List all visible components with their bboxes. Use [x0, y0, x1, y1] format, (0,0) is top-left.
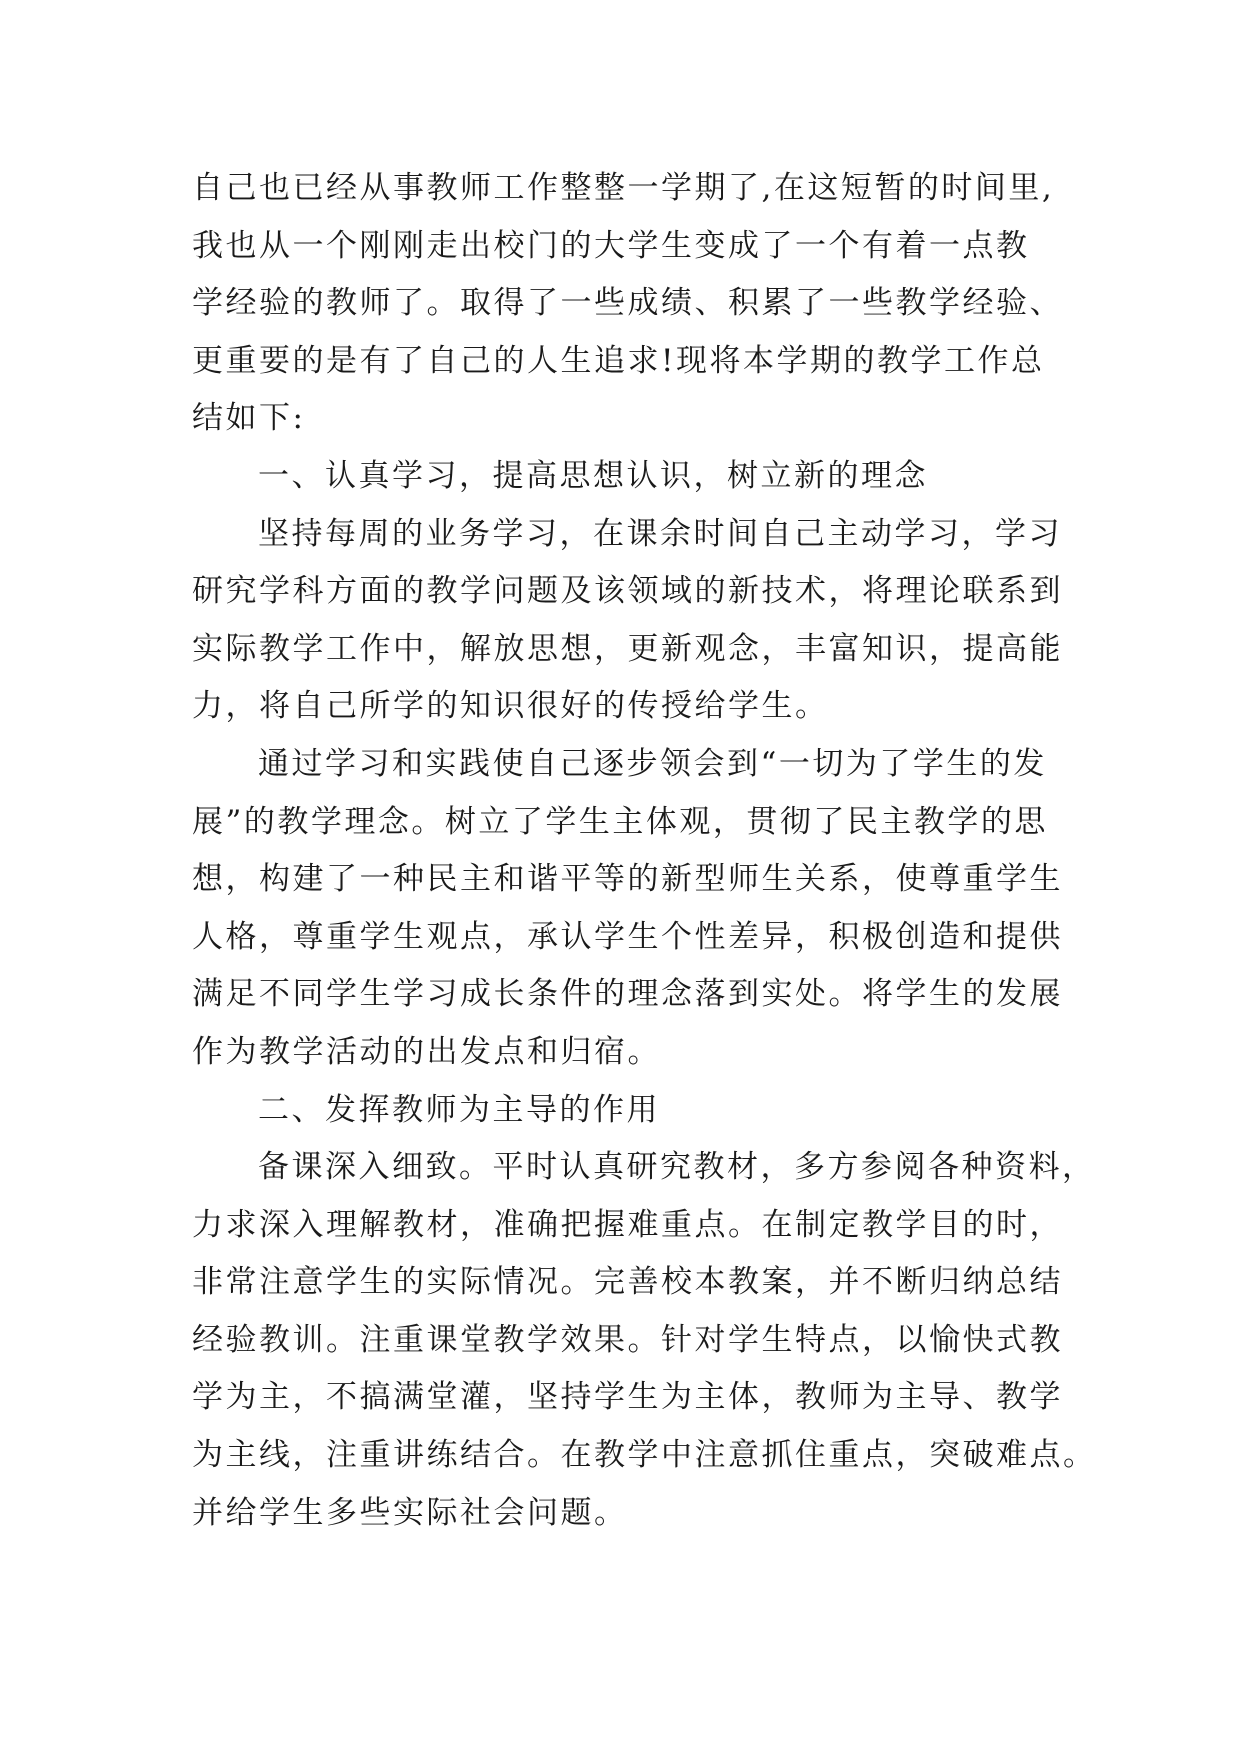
body-text — [192, 160, 1097, 1542]
text-line: 展”的教学理念。树立了学生主体观，贯彻了民主教学的思 — [192, 803, 1048, 840]
text-line: 自己也已经从事教师工作整整一学期了,在这短暂的时间里, — [192, 170, 1055, 206]
section-heading: 一、认真学习，提高思想认识，树立新的理念 — [258, 457, 928, 494]
text-line: 并给学生多些实际社会问题。 — [192, 1494, 628, 1531]
text-line: 备课深入细致。平时认真研究教材，多方参阅各种资料， — [258, 1149, 1096, 1186]
text-line: 力求深入理解教材，准确把握难重点。在制定教学目的时， — [192, 1206, 1063, 1243]
text-line: 结如下: — [192, 400, 306, 437]
text-line: 想，构建了一种民主和谐平等的新型师生关系，使尊重学生 — [192, 861, 1063, 898]
text-line: 坚持每周的业务学习，在课余时间自己主动学习，学习 — [258, 515, 1062, 552]
text-line: 通过学习和实践使自己逐步领会到“一切为了学生的发 — [258, 745, 1047, 782]
text-line: 我也从一个刚刚走出校门的大学生变成了一个有着一点教 — [192, 227, 1030, 264]
text-line: 力，将自己所学的知识很好的传授给学生。 — [192, 688, 829, 725]
section-heading: 二、发挥教师为主导的作用 — [258, 1091, 660, 1128]
text-line: 人格，尊重学生观点，承认学生个性差异，积极创造和提供 — [192, 918, 1063, 955]
text-line: 经验教训。注重课堂教学效果。针对学生特点，以愉快式教 — [192, 1321, 1063, 1358]
text-line: 非常注意学生的实际情况。完善校本教案，并不断归纳总结 — [192, 1264, 1063, 1301]
text-line: 满足不同学生学习成长条件的理念落到实处。将学生的发展 — [192, 976, 1063, 1013]
text-line: 学为主，不搞满堂灌，坚持学生为主体，教师为主导、教学 — [192, 1379, 1063, 1416]
text-line: 学经验的教师了。取得了一些成绩、积累了一些教学经验、 — [192, 285, 1063, 322]
text-line: 为主线，注重讲练结合。在教学中注意抓住重点，突破难点。 — [192, 1437, 1097, 1474]
text-line: 研究学科方面的教学问题及该领域的新技术，将理论联系到 — [192, 573, 1063, 610]
text-line: 实际教学工作中，解放思想，更新观念，丰富知识，提高能 — [192, 630, 1063, 667]
text-line: 更重要的是有了自己的人生追求!现将本学期的教学工作总 — [192, 342, 1045, 379]
text-line: 作为教学活动的出发点和归宿。 — [192, 1033, 661, 1070]
